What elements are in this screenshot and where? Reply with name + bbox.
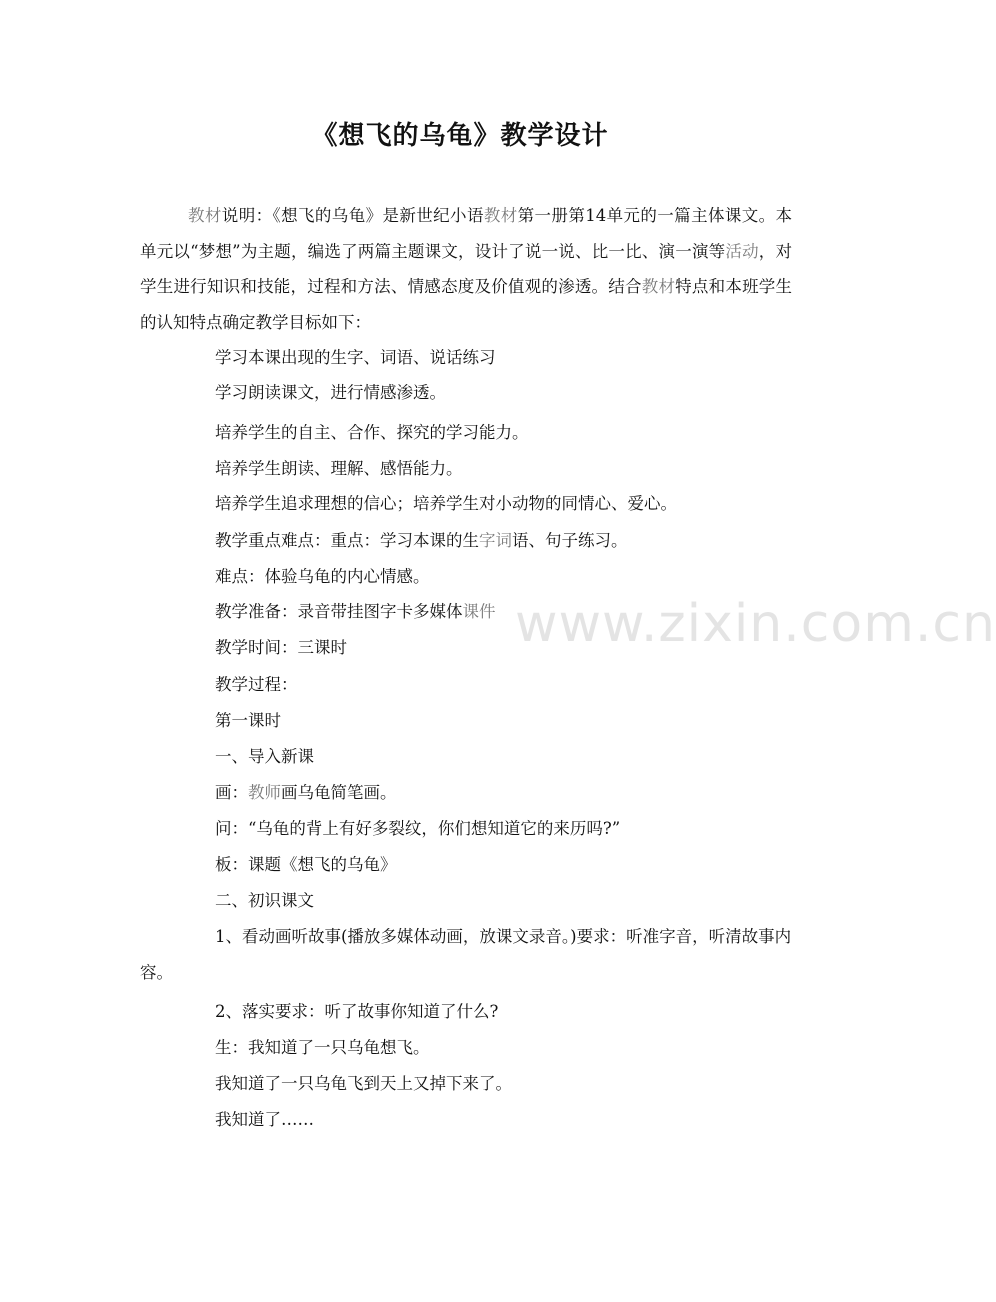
- intro-link-activity[interactable]: 活动: [725, 241, 759, 261]
- goal-1: 学习本课出现的生字、词语、说话练习: [215, 348, 496, 367]
- intro-text-2: 第一册第14单元的一篇主体课文。本单元以“梦想”为主题，编选了两篇主题课文，设计了说一说、比一比、演一演等: [140, 206, 793, 261]
- process-heading: 教学过程：: [215, 675, 298, 694]
- board-line: 板：课题《想飞的乌龟》: [215, 855, 397, 874]
- intro-text-1: 说明：《想飞的乌龟》是新世纪小语: [221, 206, 484, 225]
- draw-text-2: 画乌龟简笔画。: [281, 783, 397, 802]
- draw-line: [215, 781, 397, 805]
- difficulty-line: 难点：体验乌龟的内心情感。: [215, 567, 430, 586]
- goal-5: 培养学生追求理想的信心；培养学生对小动物的同情心、爱心。: [215, 494, 677, 513]
- intro-paragraph: [140, 198, 792, 340]
- prep-text: 教学准备：录音带挂图字卡多媒体: [215, 602, 463, 621]
- goal-2: 学习朗读课文，进行情感渗透。: [215, 383, 446, 402]
- goal-3: 培养学生的自主、合作、探究的学习能力。: [215, 423, 529, 442]
- key-point-text-2: 语、句子练习。: [512, 531, 628, 550]
- goal-4: 培养学生朗读、理解、感悟能力。: [215, 459, 463, 478]
- item-1-paragraph: 1、看动画听故事(播放多媒体动画，放课文录音。)要求：听准字音，听清故事内容。: [140, 927, 792, 982]
- intro-link-textbook-1[interactable]: 教材: [188, 206, 222, 225]
- answer-1-line: 生：我知道了一只乌龟想飞。: [215, 1038, 430, 1057]
- item-2-line: 2、落实要求：听了故事你知道了什么?: [215, 1002, 499, 1021]
- answer-3-line: 我知道了……: [215, 1110, 314, 1129]
- answer-2-line: 我知道了一只乌龟飞到天上又掉下来了。: [215, 1074, 512, 1093]
- step-1-heading: 一、导入新课: [215, 747, 314, 766]
- intro-link-textbook-3[interactable]: 教材: [641, 277, 676, 296]
- intro-link-textbook-2[interactable]: 教材: [483, 206, 518, 225]
- intro-text-3: ，对学生进行知识和技能，过程和方法、情感态度及价值观的渗透。结合: [140, 241, 793, 296]
- draw-text-1: 画：: [215, 783, 248, 802]
- time-line: 教学时间：三课时: [215, 638, 347, 657]
- document-title: 《想飞的乌龟》教学设计: [311, 121, 609, 151]
- key-point-link[interactable]: 字词: [479, 531, 512, 550]
- lesson-1-heading: 第一课时: [215, 711, 281, 730]
- prep-line: [215, 600, 496, 624]
- intro-text-4: 特点和本班学生的认知特点确定教学目标如下：: [140, 277, 793, 332]
- key-point-line: [215, 529, 628, 553]
- key-point-text-1: 教学重点难点：重点：学习本课的生: [215, 531, 479, 550]
- draw-link-teacher[interactable]: 教师: [248, 783, 281, 802]
- prep-link-courseware[interactable]: 课件: [462, 602, 496, 621]
- step-2-heading: 二、初识课文: [215, 891, 314, 910]
- ask-line: 问：“乌龟的背上有好多裂纹，你们想知道它的来历吗?”: [215, 819, 621, 838]
- watermark: www.zixin.com.cn: [515, 594, 996, 654]
